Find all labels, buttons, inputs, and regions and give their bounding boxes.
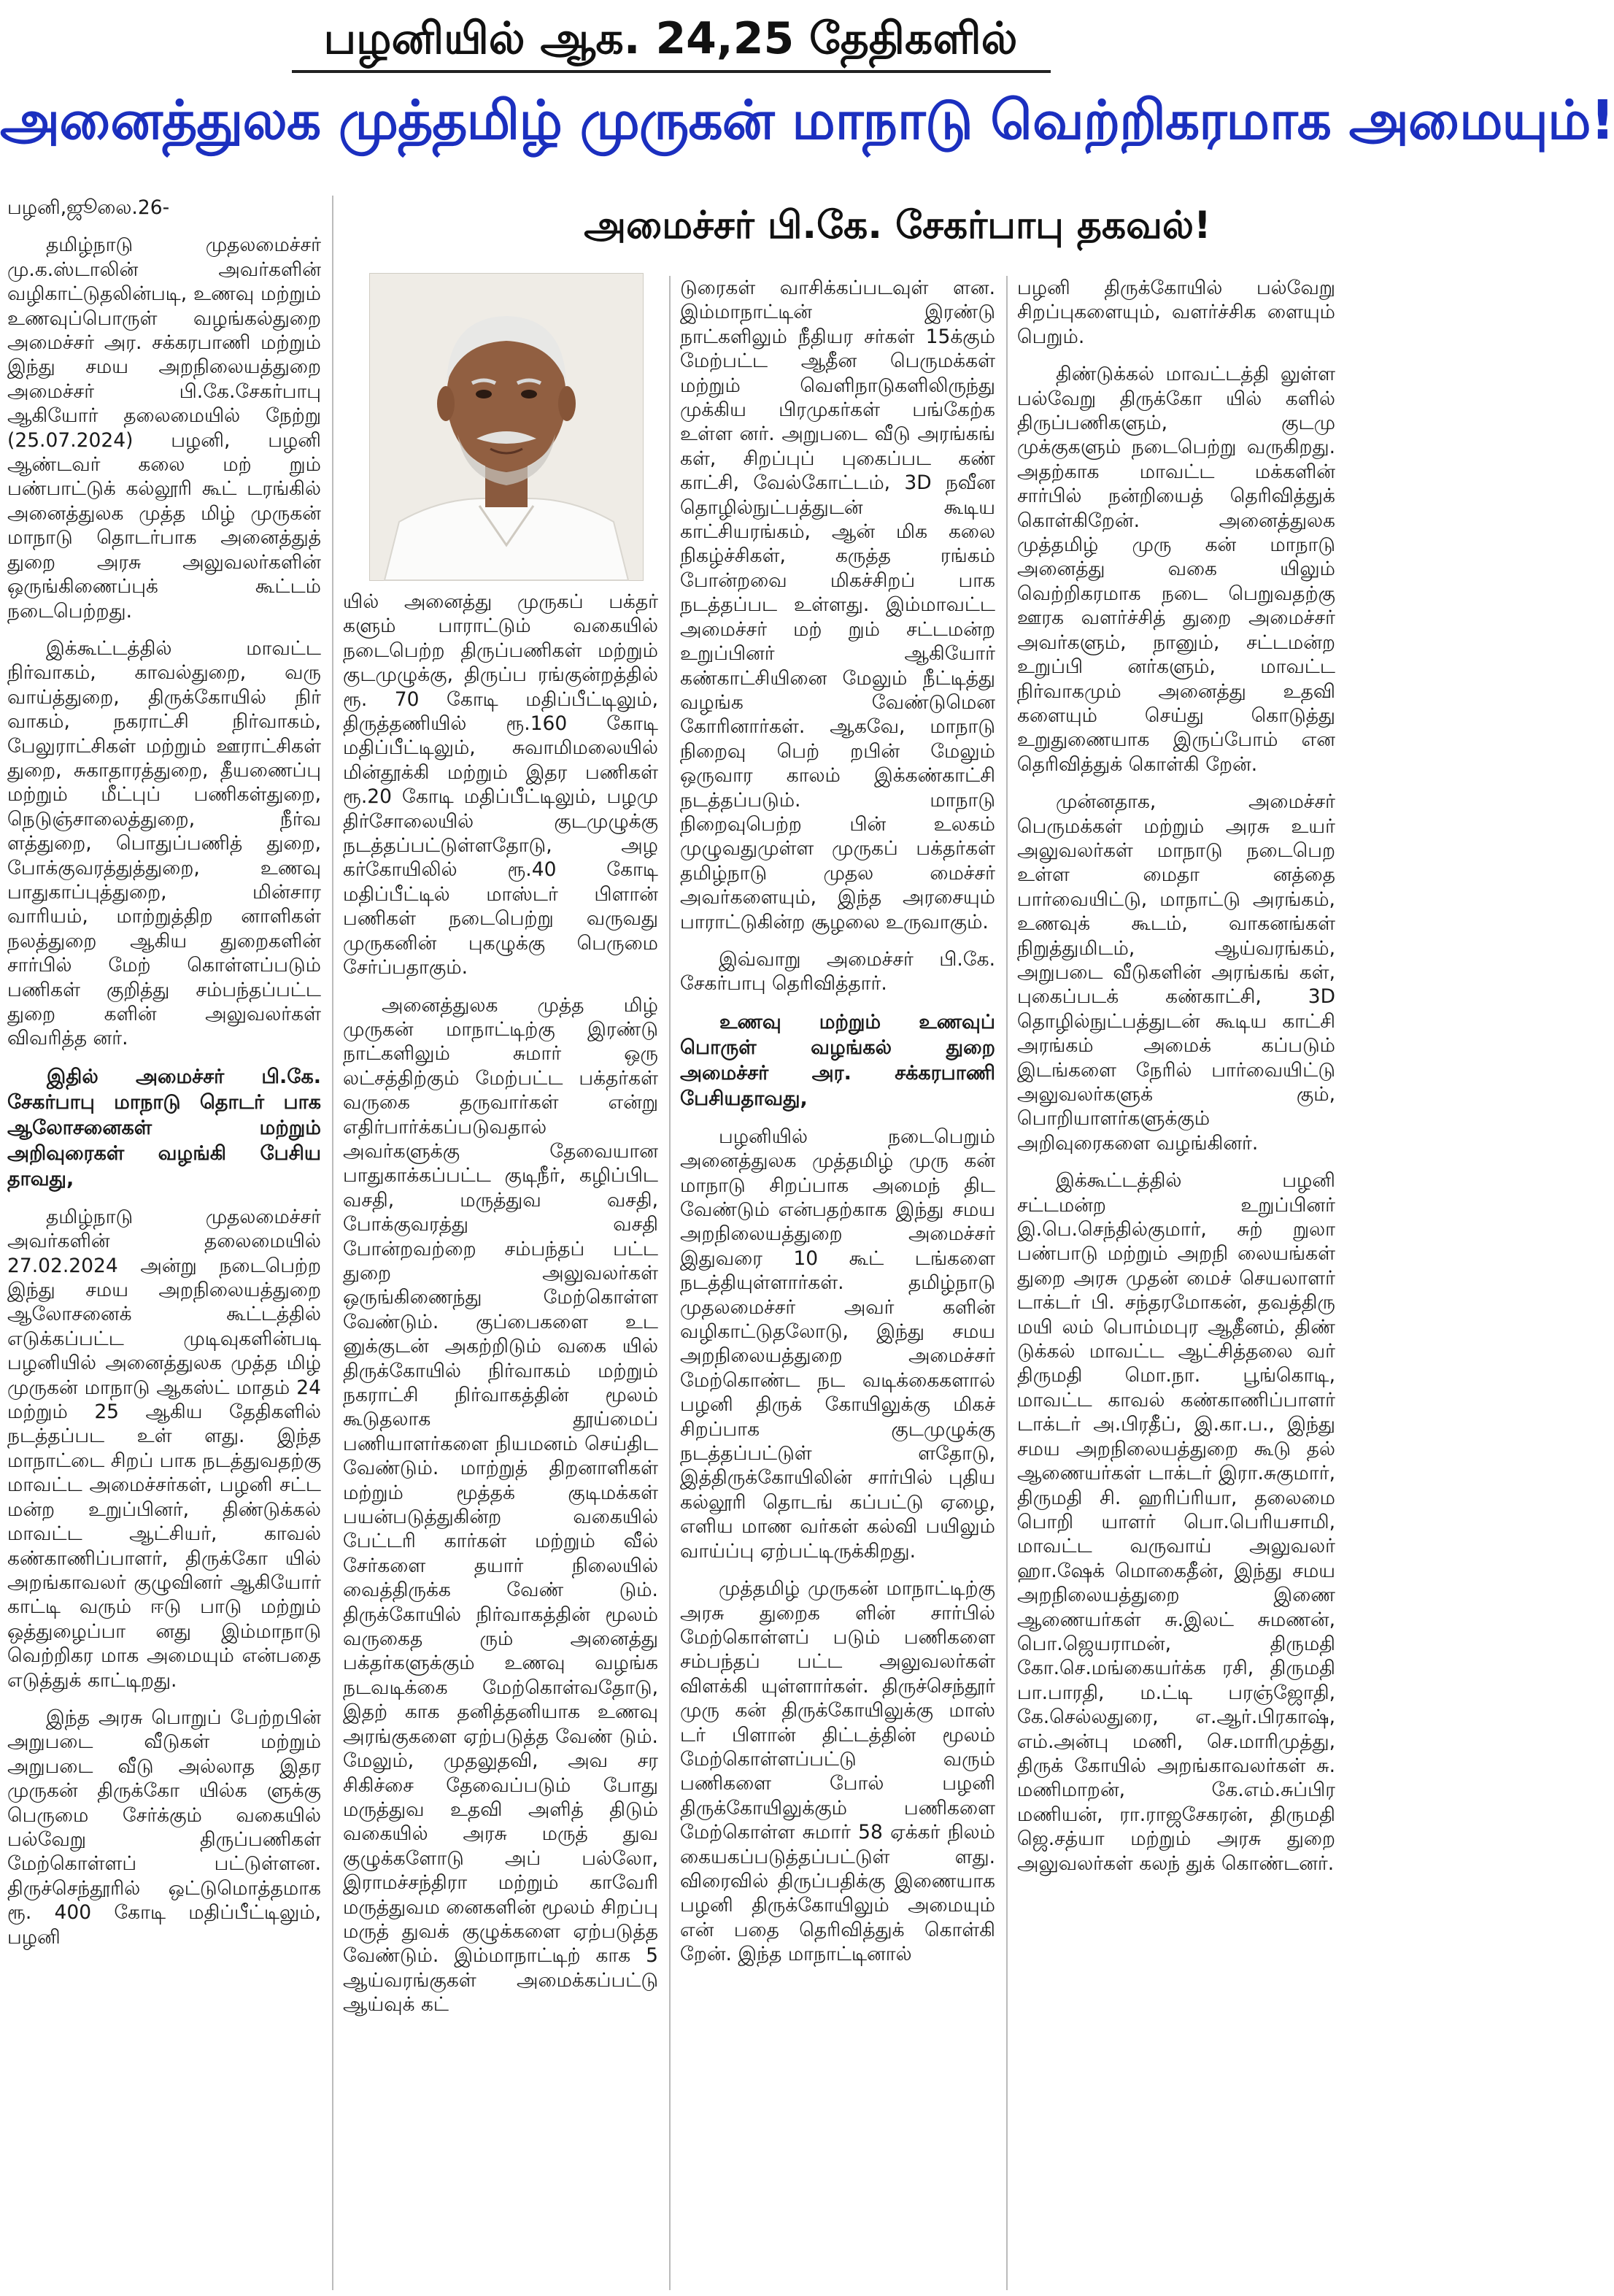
paragraph: தமிழ்நாடு முதலமைச்சர் அவர்களின் தலைமையில் 27.02.2024 அன்று நடைபெற்ற இந்து சமய அறநிலையத்துறை ஆலோசனைக் கூட்டத்தில் எடுக்கப்பட்ட முடிவுகளின்படி பழனியில் அனைத்துலக முத்த மிழ் முருகன் மாநாடு ஆகஸ்ட் மாதம் 24 மற்றும் 25 ஆகிய தேதிகளில் நடத்தப்பட உள் ளது. இந்த மாநாட்டை சிறப் பாக நடத்துவதற்கு மாவட்ட அமைச்சர்கள், பழனி சட்ட மன்ற உறுப்பினர், திண்டுக்கல் மாவட்ட ஆட்சியர், காவல் கண்காணிப்பாளர், திருக்கோ யில் அறங்காவலர் குழுவினர் ஆகியோர் காட்டி வரும் ஈடு பாடு மற்றும் ஒத்துழைப்பா னது இம்மாநாடு வெற்றிகர மாக அமையும் என்பதை எடுத்துக் காட்டிறது.	[7, 1205, 321, 1692]
paragraph: டுரைகள் வாசிக்கப்படவுள் ளன. இம்மாநாட்டின் இரண்டு நாட்களிலும் நீதியர சர்கள் 15க்கும் மேற்பட்ட ஆதீன பெருமக்கள் மற்றும் வெளிநாடுகளிலிருந்து முக்கிய பிரமுகர்கள் பங்கேற்க உள்ள னர். அறுபடை வீடு அரங்கங் கள், சிறப்புப் புகைப்பட கண் காட்சி, வேல்கோட்டம், 3D நவீன தொழில்நுட்பத்துடன் கூடிய காட்சியரங்கம், ஆன் மிக கலை நிகழ்ச்சிகள், கருத்த ரங்கம் போன்றவை மிகச்சிறப் பாக நடத்தப்பட உள்ளது. இம்மாவட்ட அமைச்சர் மற் றும் சட்டமன்ற உறுப்பினர் ஆகியோர் கண்காட்சியினை மேலும் நீட்டித்து வழங்க வேண்டுமென கோரினார்கள். ஆகவே, மாநாடு நிறைவு பெற் றபின் மேலும் ஒருவார காலம் இக்கண்காட்சி நடத்தப்படும். மாநாடு நிறைவுபெற்ற பின் உலகம் முழுவதுமுள்ள முருகப் பக்தர்கள் தமிழ்நாடு முதல மைச்சர் அவர்களையும், இந்த அரசையும் பாராட்டுகின்ற சூழலை உருவாகும்.	[680, 277, 995, 933]
headline: அனைத்துலக முத்தமிழ் முருகன் மாநாடு வெற்றிகரமாக அமையும்!	[0, 89, 1614, 152]
kicker-line: பழனியில் ஆக. 24,25 தேதிகளில்	[323, 13, 1018, 64]
kicker-rule	[292, 70, 1051, 73]
section-heading: உணவு மற்றும் உணவுப் பொருள் வழங்கல் துறை அமைச்சர் அர. சக்கரபாணி பேசியதாவது,	[680, 1010, 995, 1110]
paragraph: இந்த அரசு பொறுப் பேற்றபின் அறுபடை வீடுகள் மற்றும் அறுபடை வீடு அல்லாத இதர முருகன் திருக்கோ யில்க ளுக்கு பெருமை சேர்க்கும் வகையில் பல்வேறு திருப்பணிகள் மேற்கொள்ளப் பட்டுள்ளன. திருச்செந்தூரில் ஒட்டுமொத்தமாக ரூ. 400 கோடி மதிப்பீட்டிலும், பழனி	[7, 1706, 321, 1949]
paragraph: முத்தமிழ் முருகன் மாநாட்டிற்கு அரசு துறைக ளின் சார்பில் மேற்கொள்ளப் படும் பணிகளை சம்பந்தப் பட்ட அலுவலர்கள் விளக்கி யுள்ளார்கள். திருச்செந்தூர் முரு கன் திருக்கோயிலுக்கு மாஸ் டர் பிளான் திட்டத்தின் மூலம் மேற்கொள்ளப்பட்டு வரும் பணிகளை போல் பழனி திருக்கோயிலுக்கும் பணிகளை மேற்கொள்ள சுமார் 58 ஏக்கர் நிலம் கையகப்படுத்தப்பட்டுள் ளது. விரைவில் திருப்பதிக்கு இணையாக பழனி திருக்கோயிலும் அமையும் என் பதை தெரிவித்துக் கொள்கி றேன். இந்த மாநாட்டினால்	[680, 1577, 995, 1966]
article-column-3	[680, 276, 995, 2290]
column-divider	[669, 276, 671, 2290]
minister-photo	[369, 273, 644, 581]
article-column-4	[1017, 276, 1335, 2290]
paragraph: பழனி திருக்கோயில் பல்வேறு சிறப்புகளையும், வளர்ச்சிக ளையும் பெறும்.	[1017, 277, 1335, 348]
paragraph: பழனியில் நடைபெறும் அனைத்துலக முத்தமிழ் முரு கன் மாநாடு சிறப்பாக அமைந் திட வேண்டும் என்பதற்காக இந்து சமய அறநிலையத்துறை அமைச்சர் இதுவரை 10 கூட் டங்களை நடத்தியுள்ளார்கள். தமிழ்நாடு முதலமைச்சர் அவர் களின் வழிகாட்டுதலோடு, இந்து சமய அறநிலையத்துறை அமைச்சர் மேற்கொண்ட நட வடிக்கைகளால் பழனி திருக் கோயிலுக்கு மிகச் சிறப்பாக குடமுழுக்கு நடத்தப்பட்டுள் ளதோடு, இத்திருக்கோயிலின் சார்பில் புதிய கல்லூரி தொடங் கப்பட்டு ஏழை, எளிய மாண வர்கள் கல்வி பயிலும் வாய்ப்பு ஏற்பட்டிருக்கிறது.	[680, 1125, 995, 1563]
paragraph: முன்னதாக, அமைச்சர் பெருமக்கள் மற்றும் அரசு உயர் அலுவலர்கள் மாநாடு நடைபெற உள்ள மைதா னத்தை பார்வையிட்டு, மாநாட்டு அரங்கம், உணவுக் கூடம், வாகனங்கள் நிறுத்துமிடம், ஆய்வரங்கம், அறுபடை வீடுகளின் அரங்கங் கள், புகைப்படக் கண்காட்சி, 3D தொழில்நுட்பத்துடன் கூடிய காட்சி அரங்கம் அமைக் கப்படும் இடங்களை நேரில் பார்வையிட்டு அலுவலர்களுக் கும், பொறியாளர்களுக்கும் அறிவுரைகளை வழங்கினர்.	[1017, 790, 1335, 1155]
column-divider	[1006, 276, 1008, 2290]
article-column-1	[7, 196, 321, 2290]
paragraph: யில் அனைத்து முருகப் பக்தர் களும் பாராட்டும் வகையில் நடைபெற்ற திருப்பணிகள் மற்றும் குடமுழுக்கு, திருப்ப ரங்குன்றத்தில் ரூ. 70 கோடி மதிப்பீட்டிலும், திருத்தணியில் ரூ.160 கோடி மதிப்பீட்டிலும், சுவாமிமலையில் மின்தூக்கி மற்றும் இதர பணிகள் ரூ.20 கோடி மதிப்பீட்டிலும், பழமு திர்சோலையில் குடமுழுக்கு நடத்தப்பட்டுள்ளதோடு, அழ கர்கோயிலில் ரூ.40 கோடி மதிப்பீட்டில் மாஸ்டர் பிளான் பணிகள் நடைபெற்று வருவது முருகனின் புகழுக்கு பெருமை சேர்ப்பதாகும்.	[343, 590, 658, 979]
paragraph: திண்டுக்கல் மாவட்டத்தி லுள்ள பல்வேறு திருக்கோ யில் களில் திருப்பணிகளும், குடமு முக்குகளும் நடைபெற்று வருகிறது. அதற்காக மாவட்ட மக்களின் சார்பில் நன்றியைத் தெரிவித்துக் கொள்கிறேன். அனைத்துலக முத்தமிழ் முரு கன் மாநாடு அனைத்து வகை யிலும் வெற்றிகரமாக நடை பெறுவதற்கு ஊரக வளர்ச்சித் துறை அமைச்சர் அவர்களும், நானும், சட்டமன்ற உறுப்பி னர்களும், மாவட்ட நிர்வாகமும் அனைத்து உதவி களையும் செய்து கொடுத்து உறுதுணையாக இருப்போம் என தெரிவித்துக் கொள்கி றேன்.	[1017, 363, 1335, 776]
paragraph: இவ்வாறு அமைச்சர் பி.கே. சேகர்பாபு தெரிவித்தார்.	[680, 947, 995, 995]
section-heading: இதில் அமைச்சர் பி.கே. சேகர்பாபு மாநாடு தொடர் பாக ஆலோசனைகள் மற்றும் அறிவுரைகள் வழங்கி பேசிய தாவது,	[7, 1065, 321, 1190]
paragraph: இக்கூட்டத்தில் மாவட்ட நிர்வாகம், காவல்துறை, வரு வாய்த்துறை, திருக்கோயில் நிர் வாகம், நகராட்சி நிர்வாகம், பேலுராட்சிகள் மற்றும் ஊராட்சிகள் துறை, சுகாதாரத்துறை, தீயணைப்பு மற்றும் மீட்புப் பணிகள்துறை, நெடுஞ்சாலைத்துறை, நீர்வ ளத்துறை, பொதுப்பணித் துறை, போக்குவரத்துத்துறை, உணவு பாதுகாப்புத்துறை, மின்சார வாரியம், மாற்றுத்திற னாளிகள் நலத்துறை ஆகிய துறைகளின் சார்பில் மேற் கொள்ளப்படும் பணிகள் குறித்து சம்பந்தப்பட்ட துறை களின் அலுவலர்கள் விவரித்த னர்.	[7, 636, 321, 1050]
paragraph: தமிழ்நாடு முதலமைச்சர் மு.க.ஸ்டாலின் அவர்களின் வழிகாட்டுதலின்படி, உணவு மற்றும் உணவுப்பொருள் வழங்கல்துறை அமைச்சர் அர. சக்கரபாணி மற்றும் இந்து சமய அறநிலையத்துறை அமைச்சர் பி.கே.சேகர்பாபு ஆகியோர் தலைமையில் நேற்று (25.07.2024) பழனி, பழனி ஆண்டவர் கலை மற் றும் பண்பாட்டுக் கல்லூரி கூட் டரங்கில் அனைத்துலக முத்த மிழ் முருகன் மாநாடு தொடர்பாக அனைத்துத் துறை அரசு அலுவலர்களின் ஒருங்கிணைப்புக் கூட்டம் நடைபெற்றது.	[7, 234, 321, 623]
paragraph: அனைத்துலக முத்த மிழ் முருகன் மாநாட்டிற்கு இரண்டு நாட்களிலும் சுமார் ஒரு லட்சத்திற்கும் மேற்பட்ட பக்தர்கள் வருகை தருவார்கள் என்று எதிர்பார்க்கப்படுவதால் அவர்களுக்கு தேவையான பாதுகாக்கப்பட்ட குடிநீர், கழிப்பிட வசதி, மருத்துவ வசதி, போக்குவரத்து வசதி போன்றவற்றை சம்பந்தப் பட்ட துறை அலுவலர்கள் ஒருங்கிணைந்து மேற்கொள்ள வேண்டும். குப்பைகளை உட னுக்குடன் அகற்றிடும் வகை யில் திருக்கோயில் நிர்வாகம் மற்றும் நகராட்சி நிர்வாகத்தின் மூலம் கூடுதலாக தூய்மைப் பணியாளர்களை நியமனம் செய்திட வேண்டும். மாற்றுத் திறனாளிகள் மற்றும் மூத்தக் குடிமக்கள் பயன்படுத்துகின்ற வகையில் பேட்டரி கார்கள் மற்றும் வீல் சேர்களை தயார் நிலையில் வைத்திருக்க வேண் டும். திருக்கோயில் நிர்வாகத்தின் மூலம் வருகைத ரும் அனைத்து பக்தர்களுக்கும் உணவு வழங்க நடவடிக்கை மேற்கொள்வதோடு, இதற் காக தனித்தனியாக உணவு அரங்குகளை ஏற்படுத்த வேண் டும். மேலும், முதலுதவி, அவ சர சிகிச்சை தேவைப்படும் போது மருத்துவ உதவி அளித் திடும் வகையில் அரசு மருத் துவ குழுக்களோடு அப் பல்லோ, இராமச்சந்திரா மற்றும் காவேரி மருத்துவம னைகளின் மூலம் சிறப்பு மருத் துவக் குழுக்களை ஏற்படுத்த வேண்டும். இம்மாநாட்டிற் காக 5 ஆய்வரங்குகள் அமைக்கப்பட்டு ஆய்வுக் கட்	[343, 993, 658, 2016]
portrait-image	[370, 274, 643, 580]
dateline: பழனி,ஜூலை.26-	[7, 196, 170, 219]
article-column-2	[343, 590, 658, 2290]
subheadline: அமைச்சர் பி.கே. சேகர்பாபு தகவல்!	[584, 204, 1211, 247]
column-divider	[332, 196, 333, 2290]
paragraph: இக்கூட்டத்தில் பழனி சட்டமன்ற உறுப்பினர் இ.பெ.செந்தில்குமார், சுற் றுலா பண்பாடு மற்றும் அறநி லையங்கள் துறை அரசு முதன் மைச் செயலாளர் டாக்டர் பி. சந்தரமோகன், தவத்திரு மயி லம் பொம்மபுர ஆதீனம், திண் டுக்கல் மாவட்ட ஆட்சித்தலை வர் திருமதி மொ.நா. பூங்கொடி, மாவட்ட காவல் கண்காணிப்பாளர் டாக்டர் அ.பிரதீப், இ.கா.ப., இந்து சமய அறநிலையத்துறை கூடு தல் ஆணையர்கள் டாக்டர் இரா.சுகுமார், திருமதி சி. ஹரிப்ரியா, தலைமை பொறி யாளர் பொ.பெரியசாமி, மாவட்ட வருவாய் அலுவலர் ஹா.ஷேக் மொகைதீன், இந்து சமய அறநிலையத்துறை இணை ஆணையர்கள் சு.இலட் சுமணன், பொ.ஜெயராமன், திருமதி கோ.செ.மங்கையர்க்க ரசி, திருமதி பா.பாரதி, ம.ட்டி பரஞ்ஜோதி, கே.செல்லதுரை, எ.ஆர்.பிரகாஷ், எம்.அன்பு மணி, செ.மாரிமுத்து, திருக் கோயில் அறங்காவலர்கள் சு. மணிமாறன், கே.எம்.சுப்பிர மணியன், ரா.ராஜசேகரன், திருமதி ஜெ.சத்யா மற்றும் அரசு துறை அலுவலர்கள் கலந் துக் கொண்டனர்.	[1017, 1169, 1335, 1875]
